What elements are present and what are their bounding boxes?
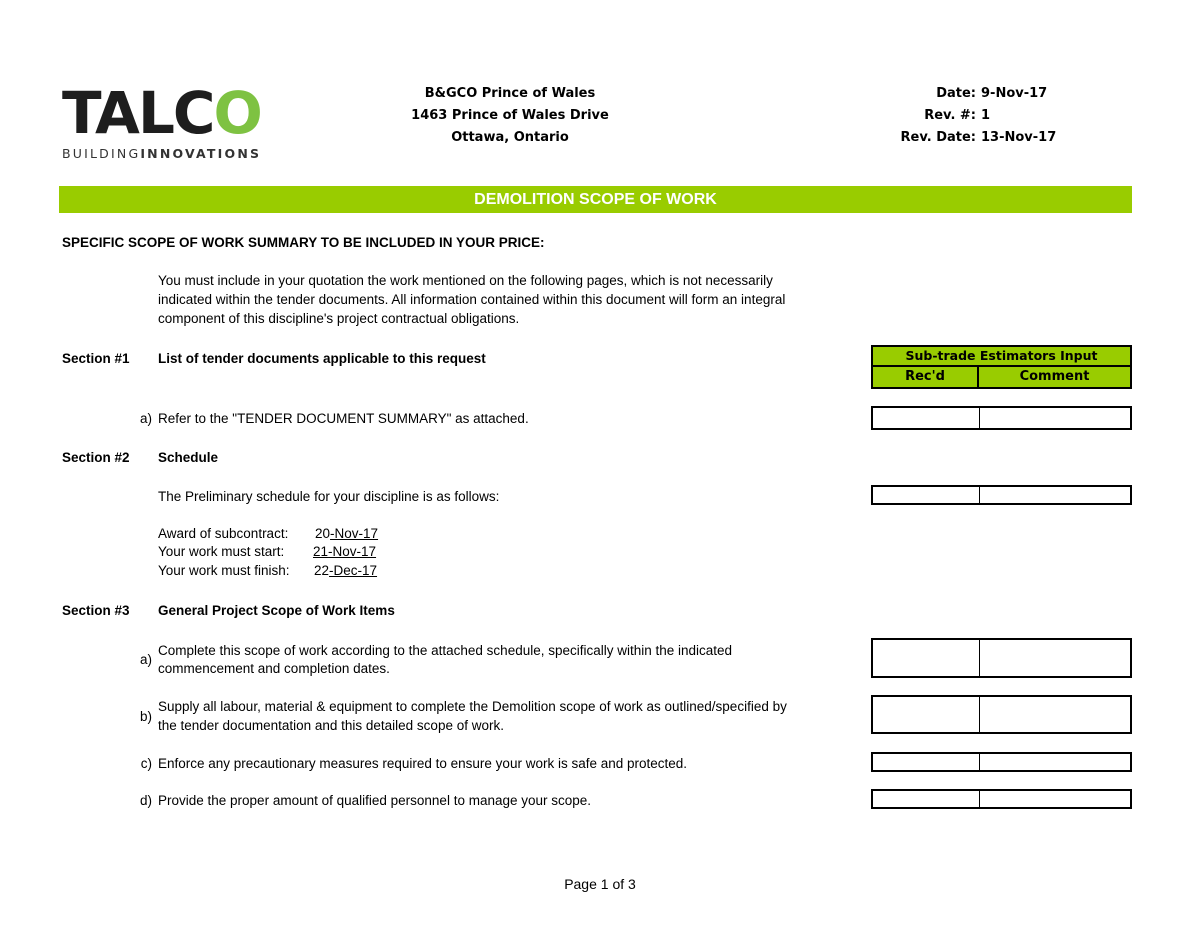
section-3-item-b-letter: b) xyxy=(139,709,152,724)
comment-input-cell[interactable] xyxy=(980,640,1130,676)
logo-brand-main: TALC xyxy=(62,79,214,147)
schedule-start-label: Your work must start: xyxy=(158,544,285,559)
company-logo xyxy=(62,79,302,164)
section-1-label: Section #1 xyxy=(62,351,130,366)
schedule-finish-month-year: -Dec-17 xyxy=(329,563,378,578)
comment-input-cell[interactable] xyxy=(980,754,1130,770)
summary-heading: SPECIFIC SCOPE OF WORK SUMMARY TO BE INCLUDED IN YOUR PRICE: xyxy=(62,235,545,250)
section-3-item-d-letter: d) xyxy=(139,793,152,808)
project-name: B&GCO Prince of Wales xyxy=(424,86,596,101)
page-number: Page 1 of 3 xyxy=(564,876,636,892)
recd-input-cell[interactable] xyxy=(873,640,980,676)
schedule-award-date xyxy=(315,525,378,543)
section-2-label: Section #2 xyxy=(62,450,130,465)
date-label: Date: xyxy=(936,86,976,101)
section-1-item-a-text: Refer to the "TENDER DOCUMENT SUMMARY" as attached. xyxy=(158,411,529,426)
subtrade-input-header xyxy=(871,345,1132,389)
logo-brand-accent: O xyxy=(213,79,261,147)
section-1-item-a-input-row xyxy=(871,406,1132,430)
summary-line-2: indicated within the tender documents. All information contained within this document will form an integral xyxy=(158,292,786,307)
schedule-finish-day: 22 xyxy=(314,563,330,578)
section-3-item-a-input-row xyxy=(871,638,1132,678)
date-value: 9-Nov-17 xyxy=(981,86,1048,101)
rev-value: 1 xyxy=(981,108,991,123)
section-3-item-b-input-row xyxy=(871,695,1132,734)
recd-input-cell[interactable] xyxy=(873,754,980,770)
schedule-award-day: 20 xyxy=(315,526,331,541)
recd-input-cell[interactable] xyxy=(873,791,980,807)
recd-input-cell[interactable] xyxy=(873,487,980,503)
logo-tagline-light: BUILDING xyxy=(62,146,141,161)
comment-input-cell[interactable] xyxy=(980,791,1130,807)
schedule-award-label: Award of subcontract: xyxy=(158,526,289,541)
rev-date-label: Rev. Date: xyxy=(900,130,976,145)
section-3-item-a-line-1: Complete this scope of work according to the attached schedule, specifically within the indicated xyxy=(158,643,733,658)
schedule-start-date xyxy=(313,543,376,561)
comment-input-cell[interactable] xyxy=(980,697,1130,732)
project-address: 1463 Prince of Wales Drive xyxy=(411,108,609,123)
recd-input-cell[interactable] xyxy=(873,408,980,428)
document-title-banner: DEMOLITION SCOPE OF WORK xyxy=(59,186,1132,213)
section-3-title: General Project Scope of Work Items xyxy=(158,603,395,618)
section-3-item-c-text: Enforce any precautionary measures required to ensure your work is safe and protected. xyxy=(158,756,688,771)
section-1-item-a-letter: a) xyxy=(139,411,152,426)
comment-input-cell[interactable] xyxy=(980,487,1130,503)
project-city: Ottawa, Ontario xyxy=(451,130,569,145)
section-3-label: Section #3 xyxy=(62,603,130,618)
recd-column-header: Rec'd xyxy=(873,367,979,387)
section-1-title: List of tender documents applicable to this request xyxy=(158,351,486,366)
logo-tagline-bold: INNOVATIONS xyxy=(140,146,262,161)
section-3-item-d-text: Provide the proper amount of qualified personnel to manage your scope. xyxy=(158,793,592,808)
schedule-award-month-year: -Nov-17 xyxy=(330,526,379,541)
section-3-item-c-letter: c) xyxy=(140,756,152,771)
rev-date-value: 13-Nov-17 xyxy=(981,130,1057,145)
section-3-item-b-line-1: Supply all labour, material & equipment to complete the Demolition scope of work as outlined/specified by xyxy=(158,699,787,714)
section-3-item-a-line-2: commencement and completion dates. xyxy=(158,661,390,676)
section-3-item-a-letter: a) xyxy=(139,652,152,667)
schedule-start-month-year: -Nov-17 xyxy=(328,544,377,559)
subtrade-title: Sub-trade Estimators Input xyxy=(871,345,1132,367)
summary-line-1: You must include in your quotation the work mentioned on the following pages, which is not necessarily xyxy=(158,273,773,288)
schedule-start-day: 21 xyxy=(313,544,329,559)
comment-input-cell[interactable] xyxy=(980,408,1130,428)
section-3-item-b-line-2: the tender documentation and this detailed scope of work. xyxy=(158,718,504,733)
comment-column-header: Comment xyxy=(1019,369,1090,384)
schedule-finish-date xyxy=(314,562,377,580)
recd-input-cell[interactable] xyxy=(873,697,980,732)
schedule-intro: The Preliminary schedule for your discipline is as follows: xyxy=(158,489,500,504)
section-3-item-d-input-row xyxy=(871,789,1132,809)
rev-label: Rev. #: xyxy=(924,108,976,123)
summary-line-3: component of this discipline's project contractual obligations. xyxy=(158,311,520,326)
schedule-input-row xyxy=(871,485,1132,505)
section-3-item-c-input-row xyxy=(871,752,1132,772)
schedule-finish-label: Your work must finish: xyxy=(158,563,290,578)
section-2-title: Schedule xyxy=(158,450,219,465)
